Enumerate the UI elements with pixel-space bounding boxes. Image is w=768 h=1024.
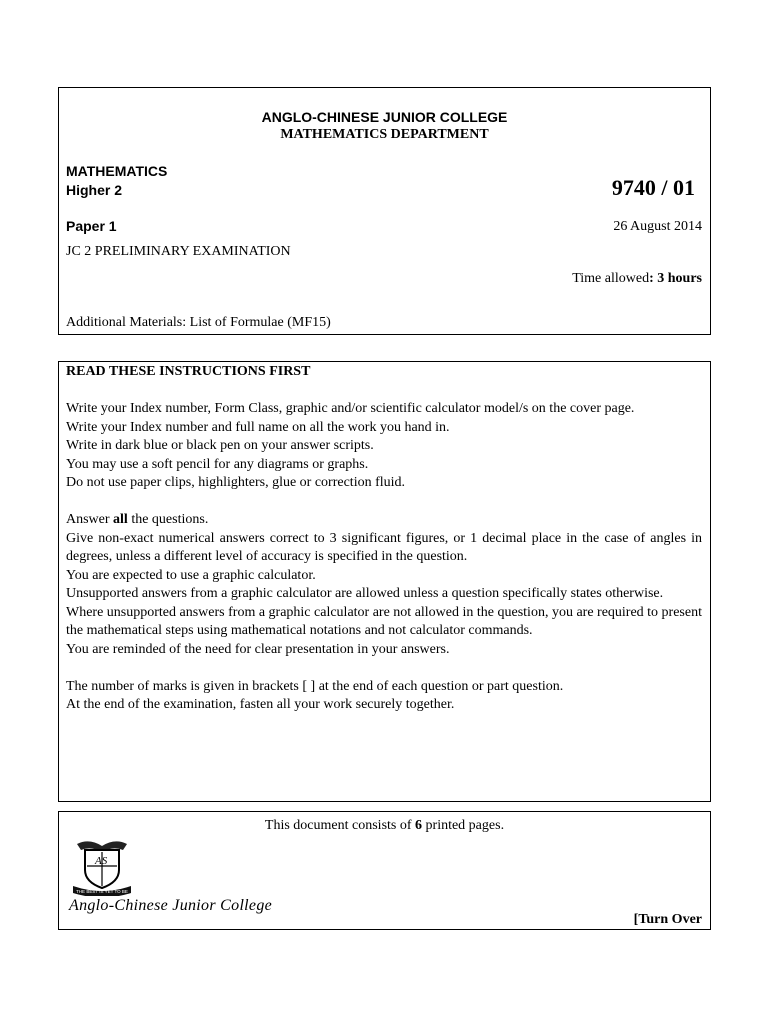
page-count-note [59,818,710,834]
time-allowed-value: : 3 hours [649,271,702,286]
instruction-line: At the end of the examination, fasten all your work securely together. [66,697,455,712]
pages-count: 6 [415,818,423,833]
time-allowed [572,271,702,287]
paper-code: 9740 / 01 [611,175,695,200]
subject-level: Higher 2 [66,182,123,198]
instruction-line: Where unsupported answers from a graphic calculator are not allowed in the question, you are required to present the mathematical steps using mathematical notations and not calculator commands. [66,604,702,638]
instruction-line: Do not use paper clips, highlighters, glue or correction fluid. [66,475,406,490]
additional-materials: Additional Materials: List of Formulae (MF15) [66,315,331,330]
pages-post: printed pages. [422,818,505,833]
instructions-content [66,362,702,715]
instruction-line: Write your Index number and full name on all the work you hand in. [66,419,450,435]
department-name: MATHEMATICS DEPARTMENT [280,127,489,142]
instruction-line: Write your Index number, Form Class, graphic and/or scientific calculator model/s on the cover page. [66,401,635,416]
cover-footer-box [58,811,711,930]
instruction-line: Write in dark blue or black pen on your answer scripts. [66,438,374,453]
exam-name: JC 2 PRELIMINARY EXAMINATION [66,244,291,259]
college-crest-icon [71,836,133,896]
instruction-line: Give non-exact numerical answers correct to 3 significant figures, or 1 decimal place in the case of angles in degrees, unless a different level of accuracy is specified in the question. [66,530,702,564]
paper-number: Paper 1 [66,218,117,234]
crest-letters: AS [95,855,108,867]
answer-post: the questions. [127,512,209,527]
cover-header-box [58,87,711,335]
pages-pre: This document consists of [264,818,416,833]
instruction-line: You may use a soft pencil for any diagrams or graphs. [66,456,369,472]
instructions-box [58,361,711,802]
instruction-line: The number of marks is given in brackets [ ] at the end of each question or part question. [66,678,564,694]
exam-date: 26 August 2014 [613,219,702,234]
instructions-title: READ THESE INSTRUCTIONS FIRST [66,364,311,379]
instruction-line: Unsupported answers from a graphic calculator are allowed unless a question specifically states otherwise. [66,586,664,601]
subject-title: MATHEMATICS [66,163,168,179]
time-allowed-label: Time allowed [572,271,650,286]
crest-motto: THE BEST IS YET TO BE [76,889,128,894]
answer-pre: Answer [66,512,114,527]
turn-over-note: [Turn Over [633,912,702,927]
college-name: ANGLO-CHINESE JUNIOR COLLEGE [261,109,508,125]
college-script-name: Anglo-Chinese Junior College [69,897,273,914]
answer-bold: all [113,512,128,527]
instruction-line: You are reminded of the need for clear presentation in your answers. [66,641,450,657]
instruction-line: You are expected to use a graphic calculator. [66,567,316,583]
answer-all-line [66,511,702,530]
